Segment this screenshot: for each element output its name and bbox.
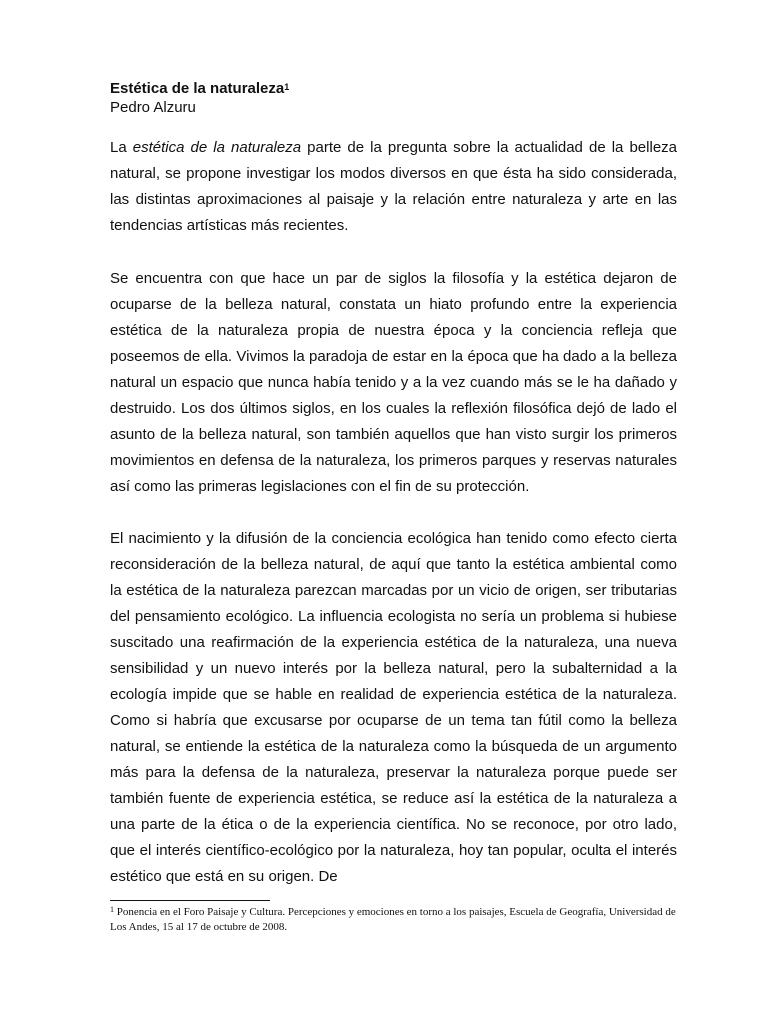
document-title-text: Estética de la naturaleza xyxy=(110,80,285,97)
footnote xyxy=(110,905,677,935)
footnote-separator xyxy=(110,900,270,901)
title-footnote-marker: 1 xyxy=(284,82,290,92)
paragraph-1-intro: La xyxy=(110,139,133,156)
document-page xyxy=(110,80,677,890)
paragraph-1-emphasis: estética de la naturaleza xyxy=(132,139,302,156)
paragraph-2: Se encuentra con que hace un par de siglos la filosofía y la estética dejaron de ocuparse de la belleza natural, constata un hiato profundo entre la experiencia estética de la naturaleza propia de nuestra época y la conciencia refleja que poseemos de ella. Vivimos la paradoja de estar en la época que ha dado a la belleza natural un espacio que nunca había tenido y a la vez cuando más se le ha dañado y destruido. Los dos últimos siglos, en los cuales la reflexión filosófica dejó de lado el asunto de la belleza natural, son también aquellos que han visto surgir los primeros movimientos en defensa de la naturaleza, los primeros parques y reservas naturales así como las primeras legislaciones con el fin de su protección. xyxy=(110,270,677,495)
footnote-marker: 1 xyxy=(110,905,114,914)
document-author: Pedro Alzuru xyxy=(110,99,196,116)
paragraph-1-text: parte de la pregunta sobre la actualidad de la belleza natural, se propone investigar los modos diversos en que ésta ha sido considerada, las distintas aproximaciones al paisaje y la relación entre naturaleza y arte en las tendencias artísticas más recientes. xyxy=(110,139,678,234)
footnote-text: Ponencia en el Foro Paisaje y Cultura. Percepciones y emociones en torno a los paisajes, Escuela de Geografía, Universidad de Los Andes, 15 al 17 de octubre de 2008. xyxy=(110,906,676,933)
paragraph-3: El nacimiento y la difusión de la conciencia ecológica han tenido como efecto cierta reconsideración de la belleza natural, de aquí que tanto la estética ambiental como la estética de la naturaleza parezcan marcadas por un vicio de origen, ser tributarias del pensamiento ecológico. La influencia ecologista no sería un problema si hubiese suscitado una reafirmación de la experiencia estética de la naturaleza, una nueva sensibilidad y un nuevo interés por la belleza natural, pero la subalternidad a la ecología impide que se hable en realidad de experiencia estética de la naturaleza. Como si habría que excusarse por ocuparse de un tema tan fútil como la belleza natural, se entiende la estética de la naturaleza como la búsqueda de un argumento más para la defensa de la naturaleza, preservar la naturaleza porque puede ser también fuente de experiencia estética, se reduce así la estética de la naturaleza a una parte de la ética o de la experiencia científica. No se reconoce, por otro lado, que el interés científico-ecológico por la naturaleza, hoy tan popular, oculta el interés estético que está en su origen. De xyxy=(110,530,677,885)
paragraph-1 xyxy=(110,135,677,239)
document-title xyxy=(110,80,677,99)
